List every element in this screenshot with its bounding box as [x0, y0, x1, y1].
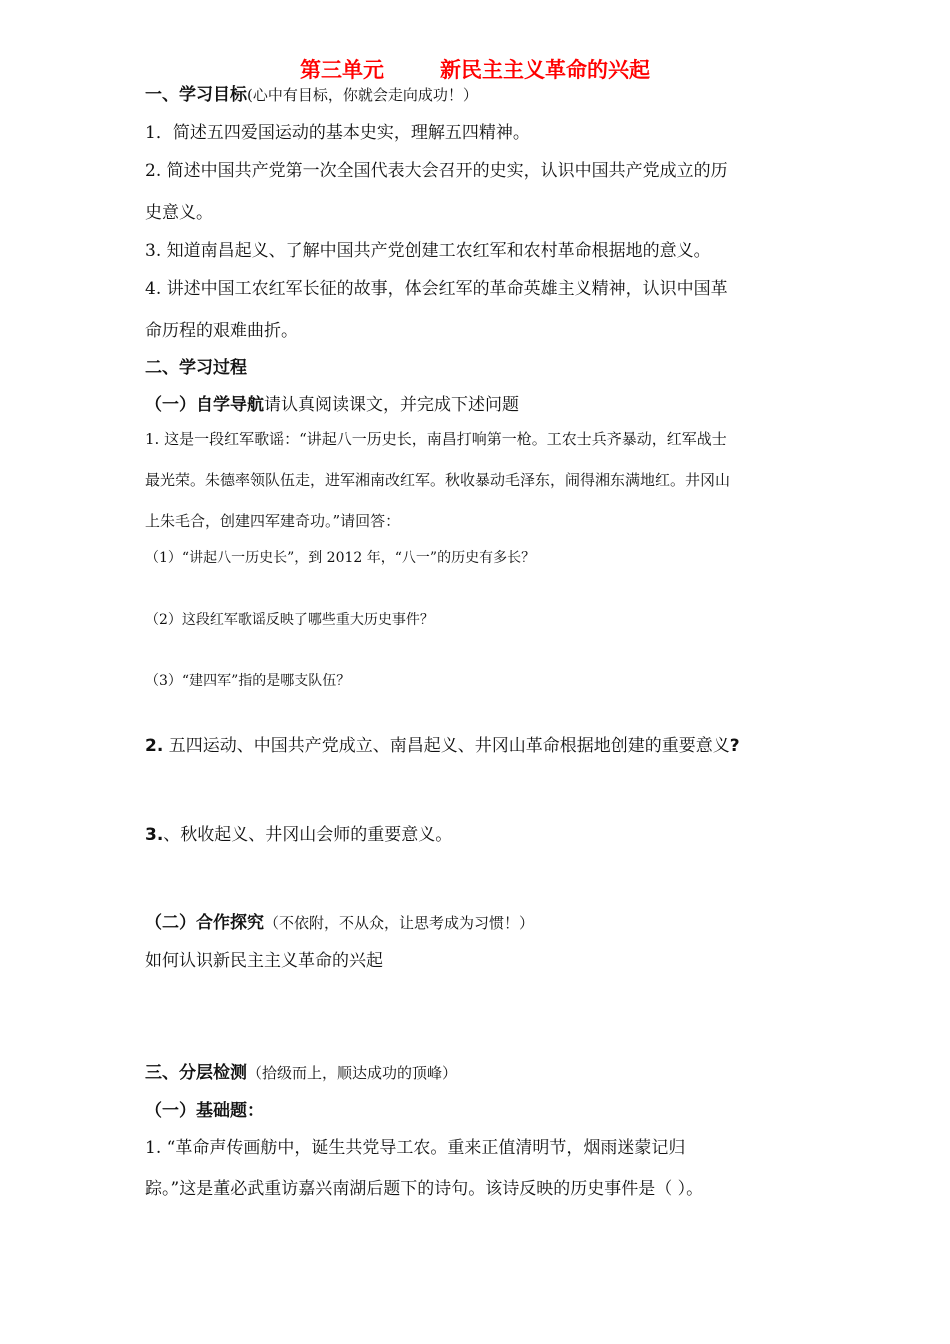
question-1-line: 最光荣。朱德率领队伍走，进军湘南改红军。秋收暴动毛泽东，闹得湘东满地红。井冈山 — [145, 471, 731, 489]
question-2 — [145, 731, 815, 756]
basic-questions-label: （一）基础题： — [145, 1101, 264, 1121]
cooperation-label: （二）合作探究 — [145, 913, 264, 933]
goal-item-continued: 史意义。 — [145, 203, 213, 223]
goal-item-continued: 命历程的艰难曲折。 — [145, 321, 298, 341]
question-3-text: 、秋收起义、井冈山会师的重要意义。 — [163, 825, 453, 845]
question-3-number: 3. — [145, 825, 164, 845]
goal-item: 2. 简述中国共产党第一次全国代表大会召开的史实，认识中国共产党成立的历 — [145, 161, 728, 181]
question-1-line: 1. 这是一段红军歌谣：“讲起八一历史长，南昌打响第一枪。工农士兵齐暴动，红军战士 — [145, 430, 727, 448]
section-2-heading: 二、学习过程 — [145, 358, 247, 378]
question-2-text: 五四运动、中国共产党成立、南昌起义、井冈山革命根据地创建的重要意义 — [163, 736, 730, 756]
basic-question-1-line: 1. “革命声传画舫中，诞生共党导工农。重来正值清明节，烟雨迷蒙记归 — [145, 1138, 686, 1158]
self-study-instruction: 请认真阅读课文，并完成下述问题 — [264, 395, 519, 415]
question-1-line: 上朱毛合，创建四军建奇功。”请回答： — [145, 512, 401, 530]
section-1-heading-line — [145, 80, 815, 105]
question-2-end: ? — [729, 736, 740, 756]
cooperation-note: （不依附，不从众，让思考成为习惯！） — [264, 914, 535, 932]
self-study-line — [145, 390, 815, 415]
section-1-heading: 一、学习目标 — [145, 85, 247, 105]
basic-question-1-line: 踪。”这是董必武重访嘉兴南湖后题下的诗句。该诗反映的历史事件是（ ）。 — [145, 1179, 704, 1199]
sub-question-3: （3）“建四军”指的是哪支队伍？ — [145, 673, 351, 689]
cooperation-prompt: 如何认识新民主主义革命的兴起 — [145, 951, 383, 971]
title-unit: 第三单元 — [300, 58, 384, 82]
section-3-note: （拾级而上，顺达成功的顶峰） — [247, 1064, 458, 1082]
question-3 — [145, 820, 815, 845]
section-3-heading-line — [145, 1058, 815, 1083]
section-3-heading: 三、分层检测 — [145, 1063, 247, 1083]
section-1-note: (心中有目标，你就会走向成功！） — [247, 86, 478, 104]
question-2-number: 2. — [145, 736, 164, 756]
self-study-label: （一）自学导航 — [145, 395, 264, 415]
goal-item: 4. 讲述中国工农红军长征的故事，体会红军的革命英雄主义精神，认识中国革 — [145, 279, 728, 299]
sub-question-2: （2）这段红军歌谣反映了哪些重大历史事件？ — [145, 612, 434, 628]
cooperation-line — [145, 908, 815, 933]
sub-question-1: （1）“讲起八一历史长”，到 2012 年，“八一”的历史有多长？ — [145, 550, 536, 566]
goal-item: 1．简述五四爱国运动的基本史实，理解五四精神。 — [145, 123, 530, 143]
goal-item: 3. 知道南昌起义、了解中国共产党创建工农红军和农村革命根据地的意义。 — [145, 241, 711, 261]
title-topic: 新民主主义革命的兴起 — [440, 58, 650, 82]
